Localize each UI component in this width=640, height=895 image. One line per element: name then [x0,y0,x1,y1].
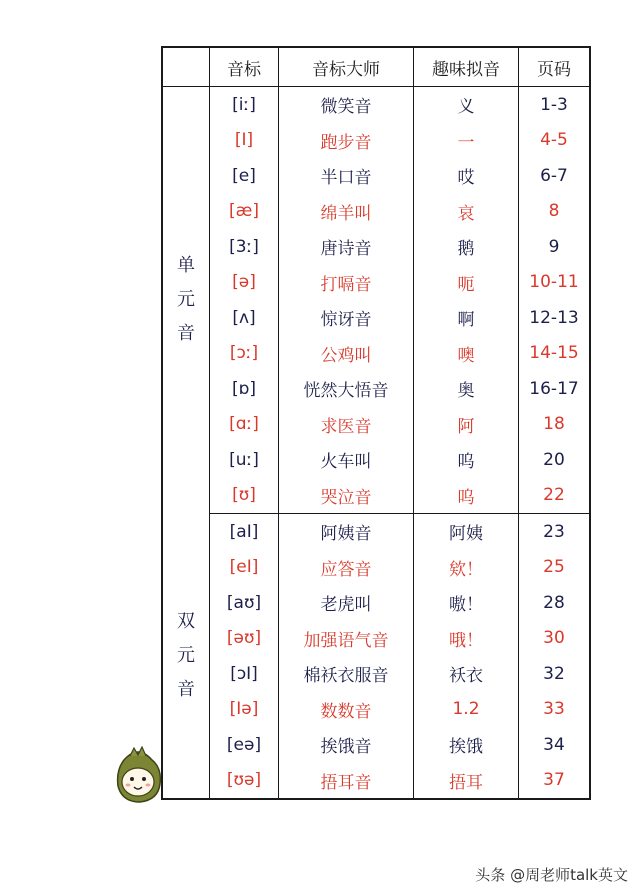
symbol-cell: [ɔI] [210,656,279,692]
group-label-char: 音 [177,678,195,700]
page-cell: 33 [519,692,591,728]
fun-cell: 啊 [414,300,519,336]
table-row [162,194,590,230]
symbol-cell: [iː] [210,87,279,123]
fun-cell: 噢 [414,336,519,372]
fun-cell: 哦！ [414,621,519,657]
page-cell: 6-7 [519,158,591,194]
master-cell: 应答音 [279,550,414,586]
table-row [162,478,590,514]
symbol-cell: [I] [210,123,279,159]
symbol-cell: [3ː] [210,229,279,265]
table-row [162,123,590,159]
symbol-cell: [əʊ] [210,621,279,657]
fun-cell: 挨饿 [414,727,519,763]
fun-cell: 哀 [414,194,519,230]
fun-cell: 鹅 [414,229,519,265]
table-row [162,656,590,692]
page-cell: 18 [519,407,591,443]
header-page: 页码 [519,47,591,87]
symbol-cell: [Iə] [210,692,279,728]
page-cell: 10-11 [519,265,591,301]
symbol-cell: [aʊ] [210,585,279,621]
page-cell: 28 [519,585,591,621]
page-cell: 37 [519,763,591,800]
fun-cell: 捂耳 [414,763,519,800]
dinosaur-mascot-icon [110,746,166,806]
master-cell: 求医音 [279,407,414,443]
header-empty-cell [162,47,210,87]
master-cell: 唐诗音 [279,229,414,265]
page-cell: 16-17 [519,371,591,407]
table-row [162,300,590,336]
page-cell: 4-5 [519,123,591,159]
fun-cell: 欸！ [414,550,519,586]
group-label [162,87,210,514]
table-row [162,621,590,657]
group-label [162,514,210,800]
symbol-cell: [e] [210,158,279,194]
page-cell: 34 [519,727,591,763]
page-cell: 8 [519,194,591,230]
symbol-cell: [ə] [210,265,279,301]
table-row [162,229,590,265]
group-label-char: 元 [177,644,195,666]
symbol-cell: [ʊə] [210,763,279,800]
master-cell: 棉袄衣服音 [279,656,414,692]
symbol-cell: [ɒ] [210,371,279,407]
fun-cell: 呜 [414,442,519,478]
table-row [162,371,590,407]
watermark-text: 头条 @周老师talk英文 [475,866,628,884]
fun-cell: 呜 [414,478,519,514]
header-fun: 趣味拟音 [414,47,519,87]
fun-cell: 阿姨 [414,514,519,550]
master-cell: 打嗝音 [279,265,414,301]
master-cell: 半口音 [279,158,414,194]
symbol-cell: [ɔː] [210,336,279,372]
page-cell: 20 [519,442,591,478]
fun-cell: 义 [414,87,519,123]
table-row [162,336,590,372]
page-cell: 25 [519,550,591,586]
master-cell: 阿姨音 [279,514,414,550]
table-row [162,514,590,550]
page-cell: 9 [519,229,591,265]
table-row [162,87,590,123]
fun-cell: 哎 [414,158,519,194]
phonetics-table [161,46,591,800]
header-master: 音标大师 [279,47,414,87]
table-row [162,585,590,621]
table-row [162,727,590,763]
master-cell: 老虎叫 [279,585,414,621]
table-row [162,265,590,301]
page-cell: 32 [519,656,591,692]
table-row [162,407,590,443]
symbol-cell: [ʊ] [210,478,279,514]
table-row [162,692,590,728]
group-label-char: 元 [177,289,195,311]
table-row [162,442,590,478]
fun-cell: 袄衣 [414,656,519,692]
symbol-cell: [uː] [210,442,279,478]
master-cell: 加强语气音 [279,621,414,657]
table-row [162,550,590,586]
symbol-cell: [eI] [210,550,279,586]
symbol-cell: [ʌ] [210,300,279,336]
page-cell: 12-13 [519,300,591,336]
master-cell: 公鸡叫 [279,336,414,372]
page-cell: 14-15 [519,336,591,372]
symbol-cell: [aI] [210,514,279,550]
fun-cell: 1.2 [414,692,519,728]
master-cell: 微笑音 [279,87,414,123]
master-cell: 挨饿音 [279,727,414,763]
fun-cell: 阿 [414,407,519,443]
page-cell: 30 [519,621,591,657]
fun-cell: 一 [414,123,519,159]
symbol-cell: [æ] [210,194,279,230]
watermark [475,864,628,885]
symbol-cell: [ɑː] [210,407,279,443]
fun-cell: 嗷！ [414,585,519,621]
fun-cell: 呃 [414,265,519,301]
master-cell: 跑步音 [279,123,414,159]
master-cell: 恍然大悟音 [279,371,414,407]
group-label-char: 音 [177,323,195,345]
table-row [162,158,590,194]
table-header-row [162,47,590,87]
page-cell: 23 [519,514,591,550]
master-cell: 惊讶音 [279,300,414,336]
page-cell: 1-3 [519,87,591,123]
group-label-char: 双 [177,610,195,632]
symbol-cell: [eə] [210,727,279,763]
master-cell: 火车叫 [279,442,414,478]
header-symbol: 音标 [210,47,279,87]
fun-cell: 奥 [414,371,519,407]
master-cell: 捂耳音 [279,763,414,800]
master-cell: 绵羊叫 [279,194,414,230]
table-row [162,763,590,800]
page-cell: 22 [519,478,591,514]
master-cell: 哭泣音 [279,478,414,514]
master-cell: 数数音 [279,692,414,728]
group-label-char: 单 [177,255,195,277]
